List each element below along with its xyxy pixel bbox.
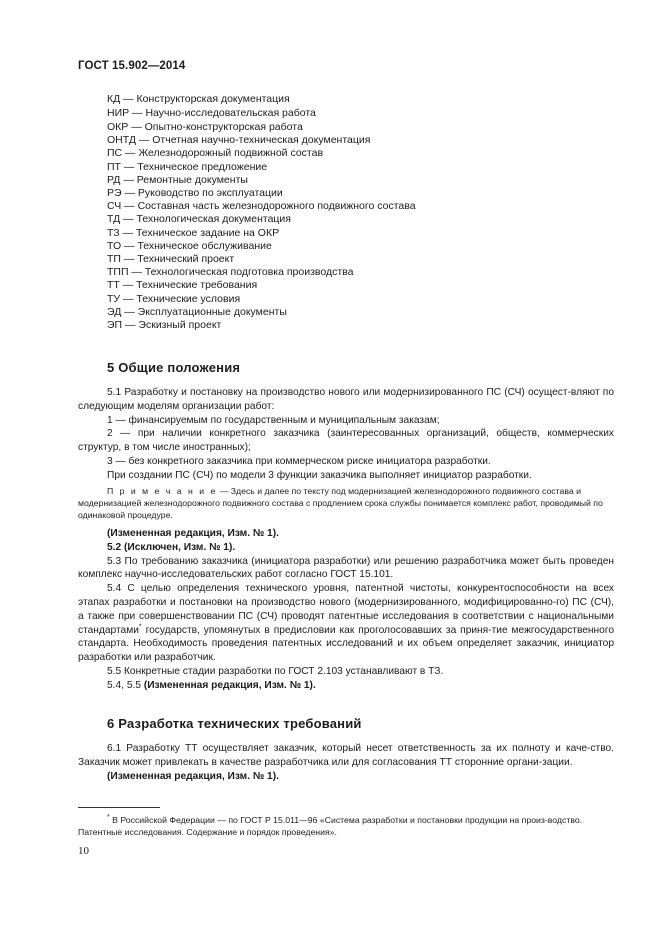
footnote-reference: * [138, 623, 142, 631]
clause-6-1: 6.1 Разработку ТТ осуществляет заказчик, который несет ответственность за их полноту и каче-ство. Заказчик может привлекать в качестве разработчика или для согласования ТТ сторонние органи-зации. [78, 743, 614, 768]
clause-5-4-text-b: государств, упомянутых в предисловии как проголосовавших за приня-тие межгосударственного стандарта. Необходимость проведения патентных исследований и их объем определяет заказчик, инициатор разработки или разработчик. [78, 624, 614, 664]
model-1: 1 — финансируемым по государственным и муниципальным заказам; [107, 414, 440, 426]
clause-5-2: 5.2 (Исключен, Изм. № 1). [107, 541, 236, 553]
abbreviation-item: ПТ — Техническое предложение [107, 161, 268, 173]
footnote-divider [78, 807, 160, 808]
abbreviation-item: КД — Конструкторская документация [107, 93, 290, 105]
amendment-note: (Измененная редакция, Изм. № 1). [107, 770, 279, 782]
clause-5-1: 5.1 Разработку и постановку на производство нового или модернизированного ПС (СЧ) осущест-вляют по следующим моделям организации работ: [78, 387, 614, 412]
abbreviation-item: ЭП — Эскизный проект [107, 319, 222, 331]
abbreviation-item: ТПП — Технологическая подготовка производства [107, 266, 354, 278]
abbreviation-item: СЧ — Составная часть железнодорожного подвижного состава [107, 200, 416, 212]
abbreviation-item: ТТ — Технические требования [107, 279, 258, 291]
section-5-body [78, 386, 614, 483]
abbreviation-item: ТЗ — Техническое задание на ОКР [107, 227, 280, 239]
abbreviation-item: ПС — Железнодорожный подвижной состав [107, 147, 324, 159]
model-3: 3 — без конкретного заказчика при коммерческом риске инициатора разработки. [107, 455, 491, 467]
footnote [78, 814, 614, 838]
document-code-header: ГОСТ 15.902—2014 [78, 60, 186, 72]
clause-5-4 [78, 582, 614, 665]
clause-5-4-text-a: 5.4 С целью определения технического уровня, патентной чистоты, конкурентоспособности на всех этапах разработки и постановки на производство нового (модернизированного, модифицированно-го) ПС (СЧ), а также при совершенствовании ПС (СЧ) проводят патентные исследования в соответствии с национальными стандартами [78, 583, 614, 636]
abbreviation-item: ОКР — Опытно-конструкторская работа [107, 121, 303, 133]
abbreviation-item: ЭД — Эксплуатационные документы [107, 306, 287, 318]
section-6-body [78, 742, 614, 783]
abbreviation-item: ТП — Технический проект [107, 253, 235, 265]
amendment-note: (Измененная редакция, Изм. № 1). [107, 528, 279, 539]
footnote-text: В Российской Федерации — по ГОСТ Р 15.011—96 «Система разработки и постановки продукции на произ-водство. Патентные исследования. Содержание и порядок проведения». [78, 815, 583, 837]
abbreviation-item: НИР — Научно-исследовательская работа [107, 107, 316, 119]
note-text: — Здесь и далее по тексту под модернизацией железнодорожного подвижного состава и модернизацией железнодорожного подвижного состава с продлением срока службы понимается комплекс работ, проводимый по одинаковой процедуре. [78, 486, 603, 521]
abbreviation-item: ТД — Технологическая документация [107, 213, 291, 225]
note-label: П р и м е ч а н и е [107, 486, 218, 496]
section-5-heading: 5 Общие положения [107, 360, 241, 375]
section-6-heading: 6 Разработка технических требований [107, 716, 362, 731]
clauses-label: 5.4, 5.5 [107, 679, 144, 691]
clauses-5-4-5-5-amendment [78, 679, 614, 693]
abbreviation-item: ТО — Техническое обслуживание [107, 240, 272, 252]
abbreviation-item: РД — Ремонтные документы [107, 174, 248, 186]
model-3-note: При создании ПС (СЧ) по модели 3 функции заказчика выполняет инициатор разработки. [107, 469, 532, 481]
page-number: 10 [78, 845, 89, 857]
section-5-body-continued [78, 527, 614, 693]
clause-5-5: 5.5 Конкретные стадии разработки по ГОСТ 2.103 устанавливают в ТЗ. [107, 665, 444, 677]
abbreviation-item: ТУ — Технические условия [107, 293, 241, 305]
model-2: 2 — при наличии конкретного заказчика (заинтересованных организаций, обществ, коммерческих структур, в том числе иностранных); [78, 428, 614, 454]
abbreviation-item: ОНТД — Отчетная научно-техническая документация [107, 134, 371, 146]
clause-5-3: 5.3 По требованию заказчика (инициатора разработки) или решению разработчика может быть проведен комплекс научно-исследовательских работ согласно ГОСТ 15.101. [78, 555, 614, 581]
amendment-label: (Измененная редакция, Изм. № 1). [143, 679, 316, 691]
note-block [78, 485, 614, 522]
footnote-mark: * [107, 814, 110, 822]
abbreviation-item: РЭ — Руководство по эксплуатации [107, 187, 283, 199]
